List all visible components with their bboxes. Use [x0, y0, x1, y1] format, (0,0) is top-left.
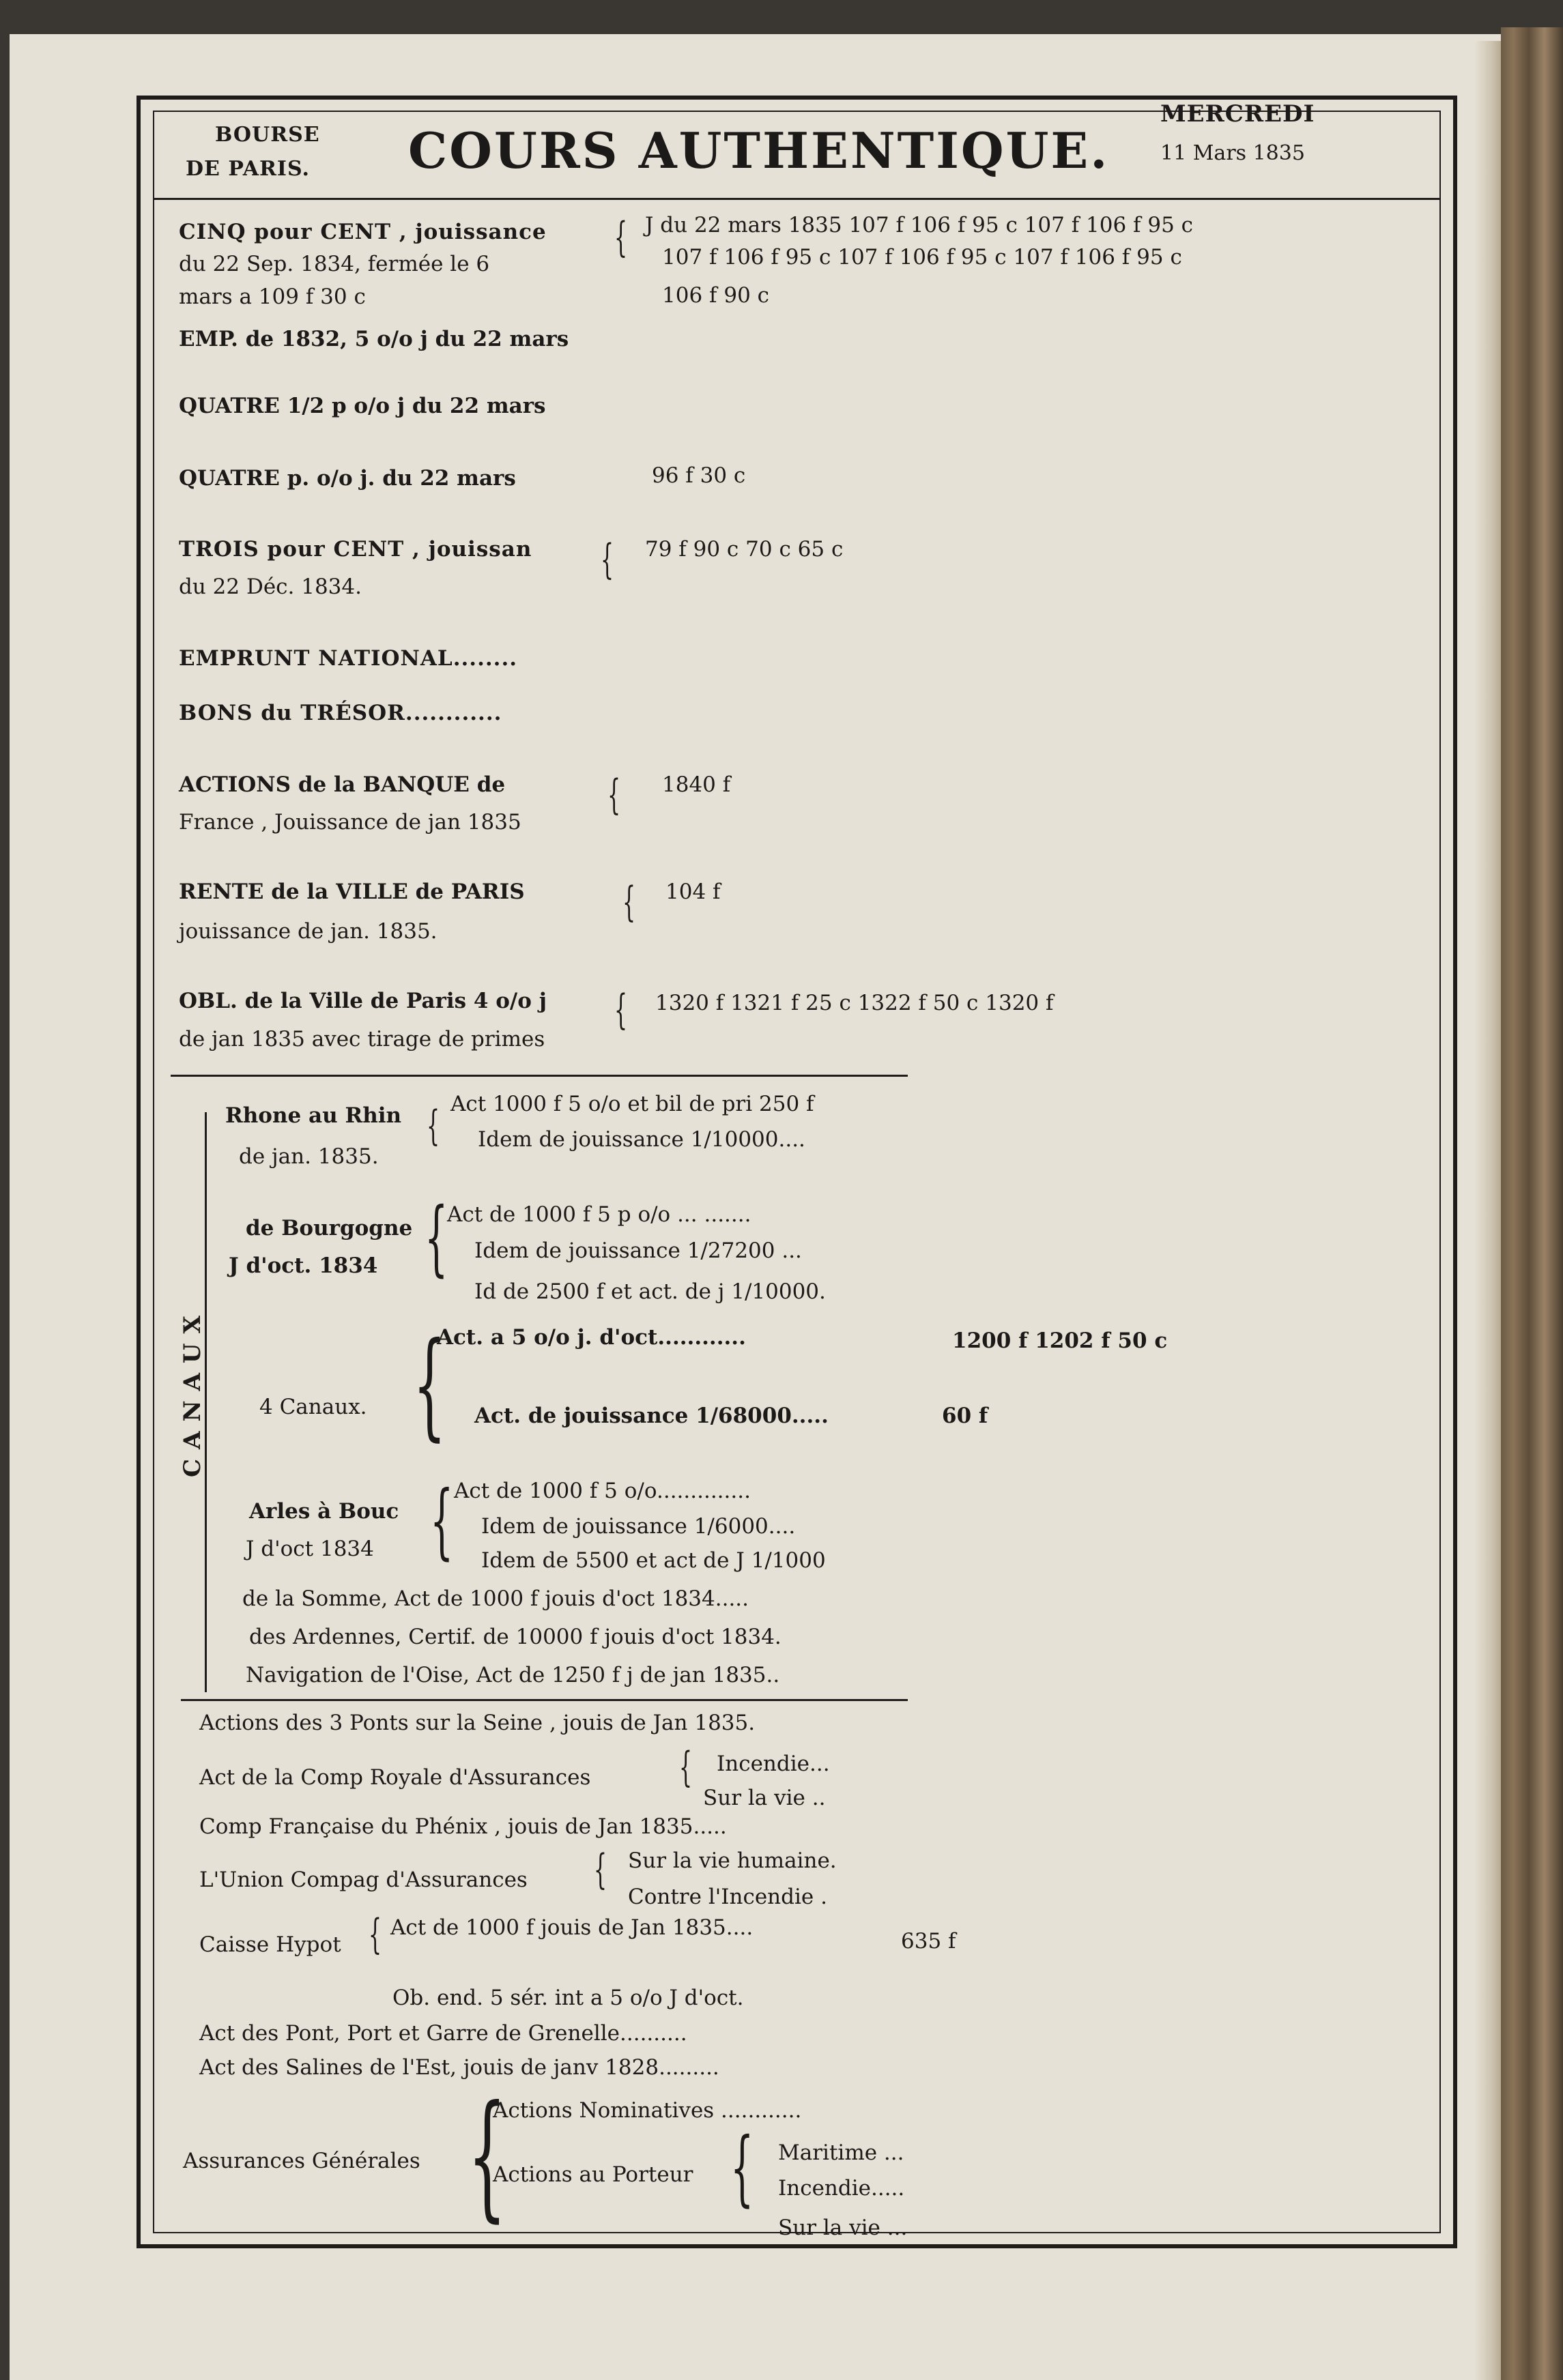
union-compag: L'Union Compag d'Assurances — [199, 1868, 528, 1892]
rente-cinq-quote-2: 107 f 106 f 95 c 107 f 106 f 95 c 107 f 106 f 95 c — [662, 245, 1182, 270]
emprunt-national: EMPRUNT NATIONAL........ — [179, 646, 518, 671]
brace: { — [730, 2121, 754, 2216]
book-spine — [1501, 27, 1563, 2380]
canal-oise: Navigation de l'Oise, Act de 1250 f j de jan 1835.. — [246, 1663, 780, 1687]
canal-quatre-a: Act. a 5 o/o j. d'oct............ — [437, 1325, 746, 1350]
canal-rhone-b: Idem de jouissance 1/10000.... — [478, 1127, 805, 1152]
rente-ville-label-b: jouissance de jan. 1835. — [179, 919, 438, 944]
assurances-generales: Assurances Générales — [183, 2149, 420, 2173]
comp-royale-assurances: Act de la Comp Royale d'Assurances — [199, 1765, 591, 1790]
header-bourse-l2: DE PARIS. — [186, 157, 310, 181]
brace: { — [601, 536, 614, 583]
ob-end-5-ser: Ob. end. 5 sér. int a 5 o/o J d'oct. — [392, 1986, 744, 2010]
rente-cinq-quote-1: J du 22 mars 1835 107 f 106 f 95 c 107 f 106 f 95 c — [645, 213, 1194, 237]
canal-arles-l1: Arles à Bouc — [249, 1499, 399, 1524]
actions-banque-label-b: France , Jouissance de jan 1835 — [179, 810, 521, 835]
obl-ville-label-b: de jan 1835 avec tirage de primes — [179, 1027, 545, 1051]
obl-ville-quote: 1320 f 1321 f 25 c 1322 f 50 c 1320 f — [655, 991, 1054, 1015]
page-edge — [1474, 41, 1501, 2380]
rente-quatre-quote: 96 f 30 c — [652, 463, 746, 488]
comp-phenix: Comp Française du Phénix , jouis de Jan 1835..... — [199, 1814, 727, 1839]
rente-emp-1832: EMP. de 1832, 5 o/o j du 22 mars — [179, 327, 569, 351]
ass-gen-maritime: Maritime ... — [778, 2140, 904, 2165]
page-border-inner — [153, 111, 1441, 2233]
rente-ville-label-a: RENTE de la VILLE de PARIS — [179, 880, 525, 904]
header-day: MERCREDI — [1160, 100, 1315, 128]
brace: { — [679, 1743, 693, 1791]
ass-gen-porteur: Actions au Porteur — [493, 2162, 693, 2187]
ass-gen-vie: Sur la vie ... — [778, 2216, 908, 2240]
canal-bourgogne-b: Idem de jouissance 1/27200 ... — [474, 1238, 802, 1263]
canal-quatre-a-quote: 1200 f 1202 f 50 c — [952, 1329, 1168, 1353]
act-salines: Act des Salines de l'Est, jouis de janv 1828......... — [199, 2055, 719, 2080]
header-rule — [154, 198, 1440, 200]
union-contre-incendie: Contre l'Incendie . — [628, 1885, 827, 1909]
canal-bourgogne-a: Act de 1000 f 5 p o/o ... ....... — [447, 1202, 751, 1227]
canal-arles-a: Act de 1000 f 5 o/o.............. — [454, 1479, 751, 1503]
canal-bourgogne-l2: J d'oct. 1834 — [229, 1253, 378, 1278]
brace: { — [614, 986, 628, 1034]
section-rule-canaux — [171, 1075, 908, 1077]
actions-banque-label-a: ACTIONS de la BANQUE de — [179, 772, 506, 797]
rente-quatre: QUATRE p. o/o j. du 22 mars — [179, 466, 516, 491]
canal-bourgogne-l1: de Bourgogne — [246, 1216, 413, 1240]
brace: { — [427, 1102, 440, 1150]
rente-cinq-quote-3: 106 f 90 c — [662, 283, 770, 308]
canal-arles-b: Idem de jouissance 1/6000.... — [481, 1514, 796, 1539]
caisse-hypot-quote: 635 f — [901, 1929, 956, 1954]
brace: { — [468, 2076, 507, 2235]
brace: { — [622, 878, 636, 926]
canaux-side-label: CANAUX — [179, 1306, 206, 1477]
rente-trois-label-a: TROIS pour CENT , jouissan — [179, 537, 532, 562]
page-title: COURS AUTHENTIQUE. — [408, 121, 1110, 179]
canal-quatre-b-quote: 60 f — [942, 1404, 988, 1428]
rente-ville-quote: 104 f — [665, 880, 721, 904]
rente-cinq-label-c: mars a 109 f 30 c — [179, 285, 366, 309]
canal-ardennes: des Ardennes, Certif. de 10000 f jouis d'oct 1834. — [249, 1625, 782, 1649]
brace: { — [607, 771, 621, 819]
canal-rhone-l1: Rhone au Rhin — [225, 1103, 402, 1128]
canal-rhone-a: Act 1000 f 5 o/o et bil de pri 250 f — [450, 1092, 814, 1116]
actions-banque-quote: 1840 f — [662, 772, 731, 797]
brace: { — [413, 1318, 446, 1453]
bons-du-tresor: BONS du TRÉSOR............ — [179, 701, 502, 725]
rente-cinq-label-a: CINQ pour CENT , jouissance — [179, 220, 547, 244]
header-bourse-l1: BOURSE — [215, 123, 320, 147]
caisse-hypot-act: Act de 1000 f jouis de Jan 1835.... — [390, 1915, 754, 1940]
canal-somme: de la Somme, Act de 1000 f jouis d'oct 1834..... — [242, 1586, 749, 1611]
brace: { — [614, 214, 628, 261]
section-rule-actions — [181, 1699, 908, 1701]
rente-trois-quote: 79 f 90 c 70 c 65 c — [645, 537, 844, 562]
canal-arles-l2: J d'oct 1834 — [246, 1537, 374, 1561]
header-date: 11 Mars 1835 — [1160, 141, 1305, 165]
canal-rhone-l2: de jan. 1835. — [239, 1144, 379, 1169]
rente-cinq-label-b: du 22 Sep. 1834, fermée le 6 — [179, 252, 490, 276]
brace: { — [425, 1191, 448, 1286]
canal-arles-c: Idem de 5500 et act de J 1/1000 — [481, 1548, 826, 1573]
brace: { — [594, 1846, 607, 1893]
canal-quatre-label: 4 Canaux. — [259, 1395, 367, 1419]
canal-bourgogne-c: Id de 2500 f et act. de j 1/10000. — [474, 1279, 826, 1304]
rente-trois-label-b: du 22 Déc. 1834. — [179, 575, 362, 599]
brace: { — [369, 1911, 382, 1958]
canal-quatre-b: Act. de jouissance 1/68000..... — [474, 1404, 829, 1428]
brace: { — [430, 1474, 454, 1569]
comp-royale-incendie: Incendie... — [717, 1752, 830, 1776]
union-vie-humaine: Sur la vie humaine. — [628, 1848, 837, 1873]
ass-gen-incendie: Incendie..... — [778, 2176, 905, 2201]
ass-gen-nominatives: Actions Nominatives ............ — [493, 2098, 802, 2123]
act-grenelle: Act des Pont, Port et Garre de Grenelle.......... — [199, 2021, 687, 2046]
obl-ville-label-a: OBL. de la Ville de Paris 4 o/o j — [179, 989, 547, 1013]
rente-quatre-demi: QUATRE 1/2 p o/o j du 22 mars — [179, 394, 546, 418]
caisse-hypot: Caisse Hypot — [199, 1932, 341, 1957]
comp-royale-vie: Sur la vie .. — [703, 1786, 826, 1810]
actions-3-ponts: Actions des 3 Ponts sur la Seine , jouis de Jan 1835. — [199, 1711, 756, 1735]
